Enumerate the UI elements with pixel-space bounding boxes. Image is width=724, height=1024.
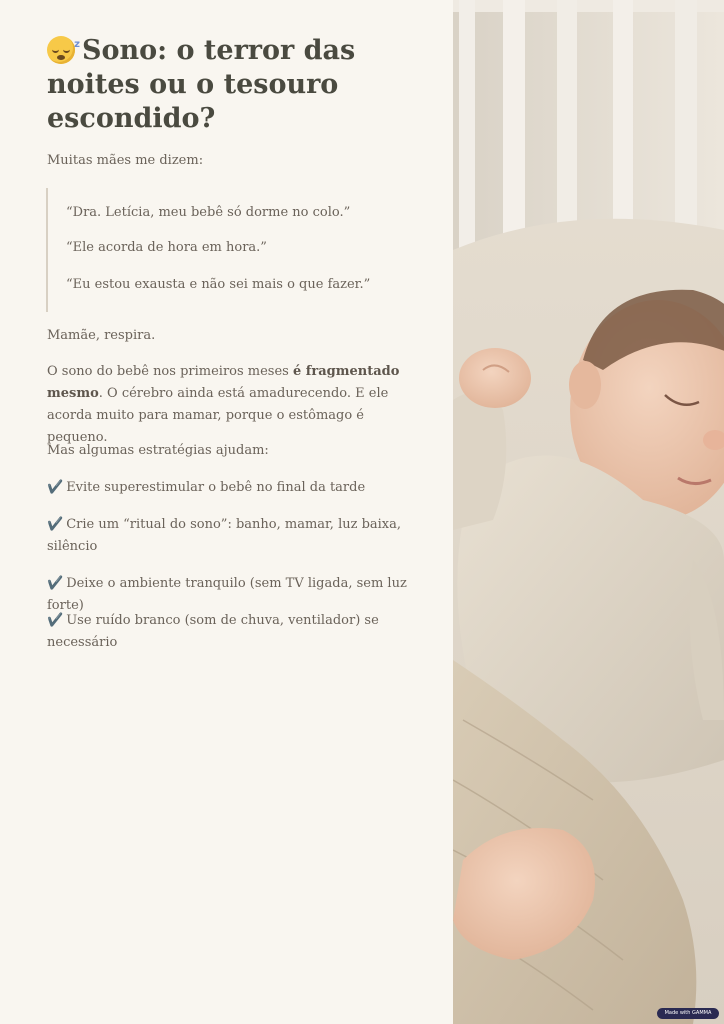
sleep-paragraph-end: . O cérebro ainda está amadurecendo. E ele acorda muito para mamar, porque o estômago é pequeno. <box>47 386 389 445</box>
sleep-paragraph-bold: é fragmentado mesmo <box>47 364 400 401</box>
quote-3: “Eu estou exausta e não sei mais o que fazer.” <box>66 277 371 292</box>
check-icon: ✔️ <box>47 613 64 628</box>
check-icon: ✔️ <box>47 480 64 495</box>
reassure-text: Mamãe, respira. <box>47 328 156 343</box>
tip-2-text: Crie um “ritual do sono”: banho, mamar, luz baixa, silêncio <box>47 517 402 554</box>
tip-3-text: Deixe o ambiente tranquilo (sem TV ligada, sem luz forte) <box>47 576 407 613</box>
sleep-paragraph-start: O sono do bebê nos primeiros meses <box>47 364 293 379</box>
intro-text: Muitas mães me dizem: <box>47 153 204 168</box>
baby-ear <box>569 361 601 409</box>
tip-4 <box>47 610 417 654</box>
page-title <box>47 34 437 136</box>
strategies-intro: Mas algumas estratégias ajudam: <box>47 443 269 458</box>
quote-1: “Dra. Letícia, meu bebê só dorme no colo.” <box>66 205 351 220</box>
baby-sleeping-illustration <box>453 0 724 1024</box>
tip-1 <box>47 477 417 499</box>
tip-4-text: Use ruído branco (som de chuva, ventilador) se necessário <box>47 613 379 650</box>
tip-1-text: Evite superestimular o bebê no final da tarde <box>66 480 366 495</box>
check-icon: ✔️ <box>47 576 64 591</box>
quote-2: “Ele acorda de hora em hora.” <box>66 240 267 255</box>
baby-fist <box>459 348 531 408</box>
baby-photo <box>453 0 724 1024</box>
made-with-badge[interactable]: Made with GAMMA <box>657 1008 719 1019</box>
sleeping-face-icon: z <box>47 34 76 63</box>
sleep-paragraph <box>47 361 417 449</box>
check-icon: ✔️ <box>47 517 64 532</box>
page-title-text: Sono: o terror das noites ou o tesouro escondido? <box>47 35 356 134</box>
tip-2 <box>47 514 417 558</box>
quote-bar <box>46 188 48 312</box>
